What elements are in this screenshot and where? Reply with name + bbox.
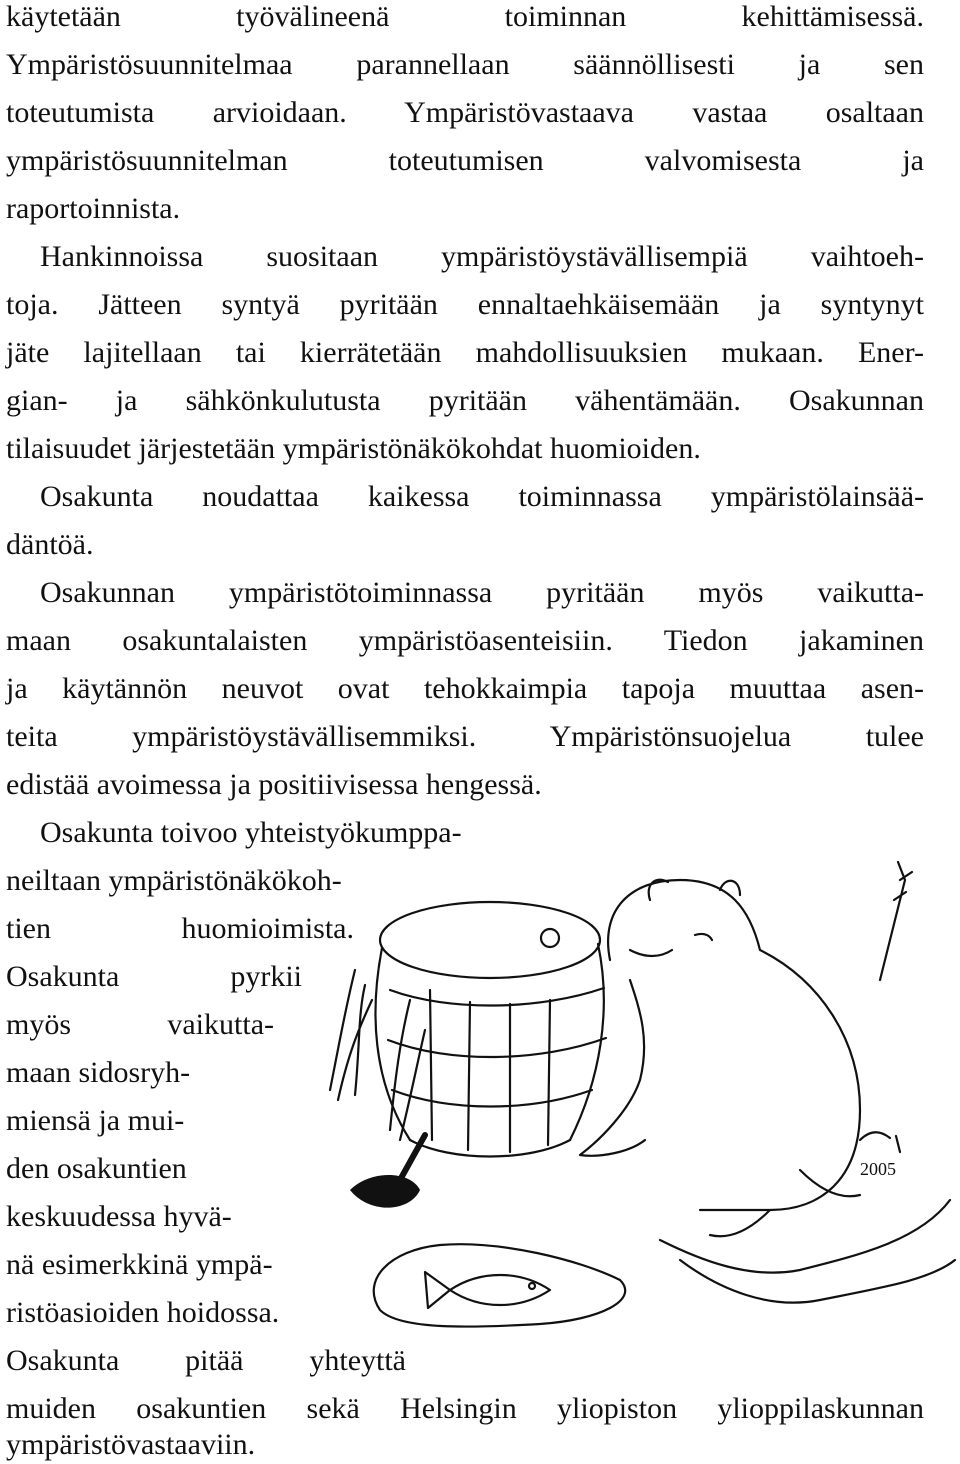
text-line: ympäristösuunnitelman toteutumisen valvomisesta ja <box>6 144 924 177</box>
text-line: den osakuntien <box>6 1152 187 1185</box>
text-line: käytetään työvälineenä toiminnan kehittämisessä. <box>6 0 924 33</box>
bear-with-leaking-barrel-illustration <box>300 840 960 1340</box>
text-line: Hankinnoissa suositaan ympäristöystävällisempiä vaihtoeh- <box>40 240 924 273</box>
text-line: miensä ja mui- <box>6 1104 185 1137</box>
text-line: Osakunnan ympäristötoiminnassa pyritään myös vaikutta- <box>40 576 924 609</box>
signature-year: 2005 <box>860 1159 896 1179</box>
text-line: myös vaikutta- <box>6 1008 274 1041</box>
text-line: neiltaan ympäristönäkökoh- <box>6 864 342 897</box>
text-line: toteutumista arvioidaan. Ympäristövastaava vastaa osaltaan <box>6 96 924 129</box>
text-line: nä esimerkkinä ympä- <box>6 1248 273 1281</box>
text-line: maan osakuntalaisten ympäristöasenteisiin. Tiedon jakaminen <box>6 624 924 657</box>
text-line: edistää avoimessa ja positiivisessa hengessä. <box>6 768 542 801</box>
text-line: däntöä. <box>6 528 94 561</box>
text-line: tilaisuudet järjestetään ympäristönäkökohdat huomioiden. <box>6 432 701 465</box>
text-line: maan sidosryh- <box>6 1056 191 1089</box>
text-line: ympäristövastaaviin. <box>6 1428 256 1461</box>
text-line: ja käytännön neuvot ovat tehokkaimpia tapoja muuttaa asen- <box>6 672 924 705</box>
text-line: muiden osakuntien sekä Helsingin yliopiston ylioppilaskunnan <box>6 1392 924 1425</box>
text-line: Osakunta toivoo yhteistyökumppa- <box>40 816 462 849</box>
text-line: Osakunta pitää yhteyttä <box>6 1344 406 1377</box>
text-line: teita ympäristöystävällisemmiksi. Ympäristönsuojelua tulee <box>6 720 924 753</box>
text-line: Osakunta pyrkii <box>6 960 302 993</box>
text-line: jäte lajitellaan tai kierrätetään mahdollisuuksien mukaan. Ener- <box>6 336 924 369</box>
text-line: ristöasioiden hoidossa. <box>6 1296 280 1329</box>
text-line: gian- ja sähkönkulutusta pyritään vähentämään. Osakunnan <box>6 384 924 417</box>
text-line: tien huomioimista. <box>6 912 354 945</box>
text-line: raportoinnista. <box>6 192 181 225</box>
bear-with-leaking-barrel-icon <box>300 840 960 1340</box>
text-line: keskuudessa hyvä- <box>6 1200 232 1233</box>
text-line: Ympäristösuunnitelmaa parannellaan säännöllisesti ja sen <box>6 48 924 81</box>
text-line: Osakunta noudattaa kaikessa toiminnassa ympäristölainsää- <box>40 480 924 513</box>
text-line: toja. Jätteen syntyä pyritään ennaltaehkäisemään ja syntynyt <box>6 288 924 321</box>
